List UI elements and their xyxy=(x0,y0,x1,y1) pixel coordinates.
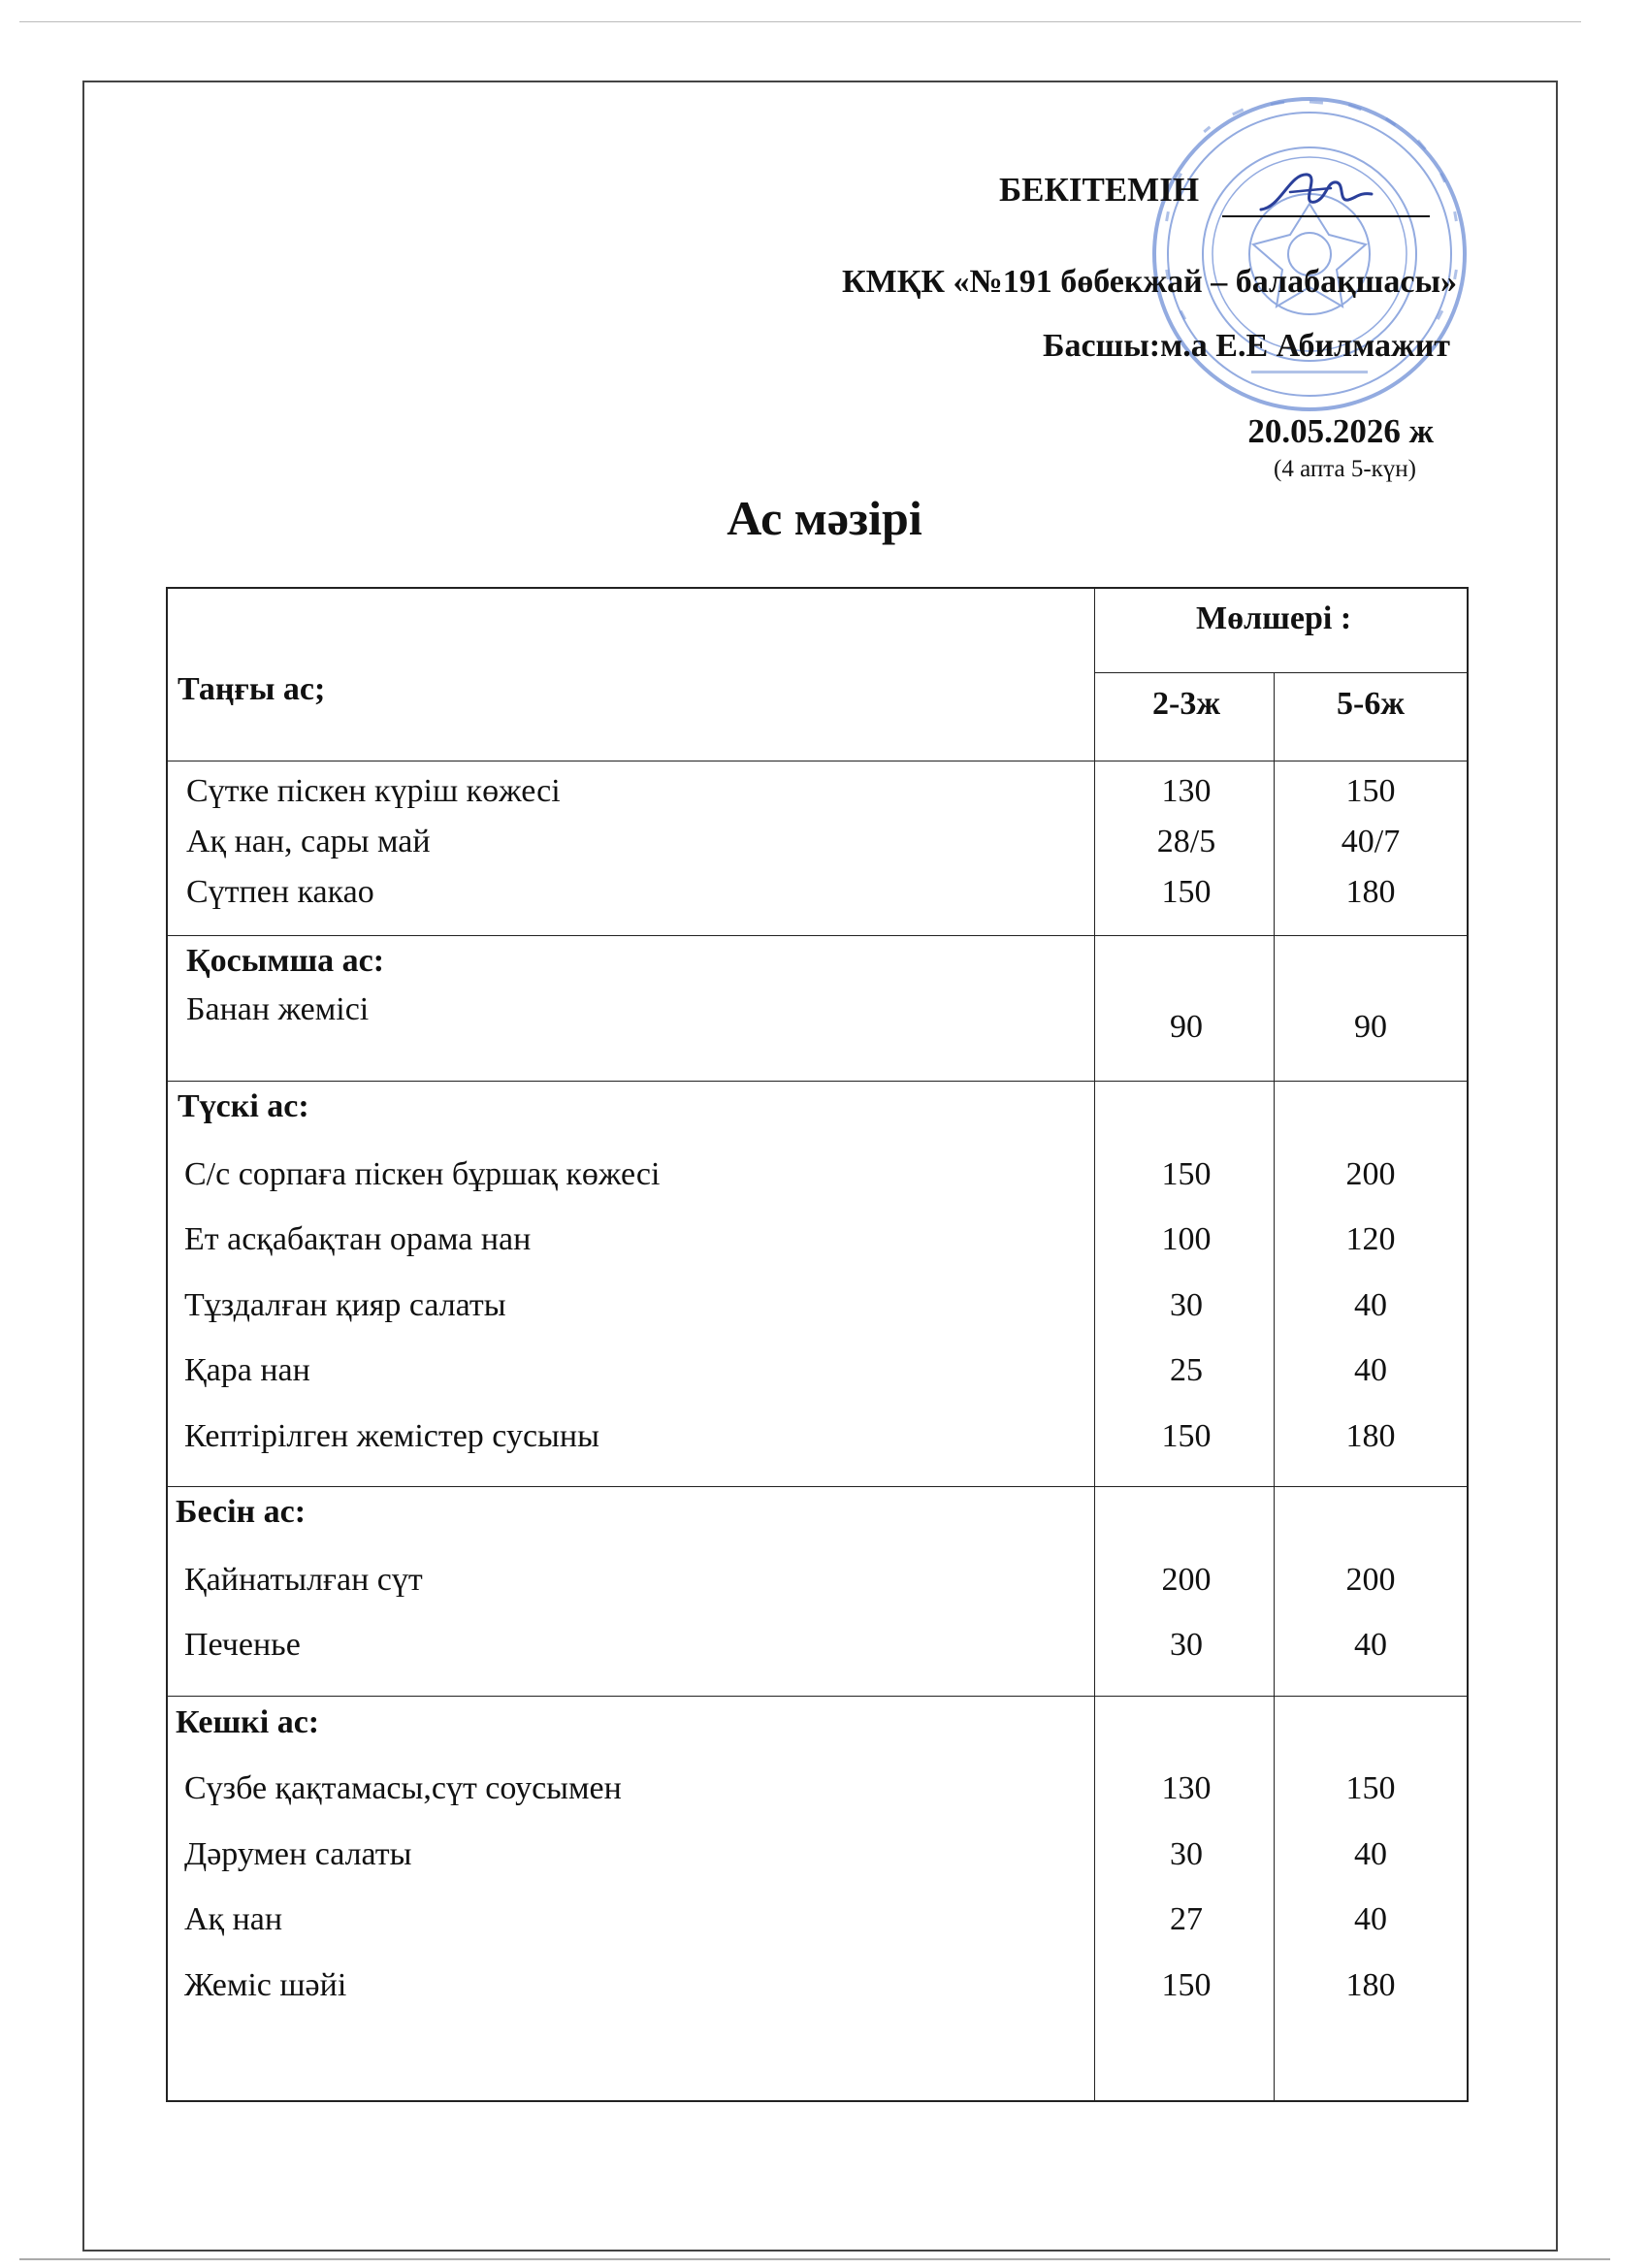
breakfast-heading: Таңғы ас; xyxy=(178,671,326,707)
dinner-item-4-b: 180 xyxy=(1345,1967,1396,2003)
afternoon-item-1: Қайнатылған сүт xyxy=(184,1562,423,1598)
snack-item-1: Банан жемісі xyxy=(186,991,370,1027)
organization-name: КМҚК «№191 бөбекжай – балабақшасы» xyxy=(842,264,1457,300)
column-header-5-6: 5-6ж xyxy=(1337,686,1405,722)
menu-table xyxy=(166,587,1469,2102)
breakfast-item-3-a: 150 xyxy=(1161,874,1212,910)
dinner-item-2-a: 30 xyxy=(1170,1836,1203,1872)
page-title: Ас мәзірі xyxy=(727,491,922,545)
lunch-item-3: Тұздалған қияр салаты xyxy=(184,1287,506,1323)
breakfast-item-1-b: 150 xyxy=(1345,773,1396,809)
breakfast-item-3: Сүтпен какао xyxy=(186,874,374,910)
dinner-item-4: Жеміс шәйі xyxy=(184,1967,347,2003)
stamp-seal xyxy=(1145,89,1474,419)
lunch-item-1: С/с сорпаға піскен бұршақ көжесі xyxy=(184,1156,661,1192)
dinner-item-1-b: 150 xyxy=(1345,1770,1396,1806)
dinner-item-2: Дәрумен салаты xyxy=(184,1836,412,1872)
breakfast-item-2-b: 40/7 xyxy=(1341,824,1401,859)
amount-header: Мөлшері : xyxy=(1196,600,1352,636)
lunch-item-2-a: 100 xyxy=(1161,1221,1212,1257)
lunch-item-5: Кептірілген жемістер сусыны xyxy=(184,1418,599,1454)
menu-date: 20.05.2026 ж xyxy=(1247,412,1434,450)
dinner-item-4-a: 150 xyxy=(1161,1967,1212,2003)
scan-edge-top xyxy=(19,21,1581,22)
lunch-item-1-a: 150 xyxy=(1161,1156,1212,1192)
dinner-item-1-a: 130 xyxy=(1161,1770,1212,1806)
head-name: Басшы:м.а Е.Е Абилмажит xyxy=(1042,328,1450,364)
afternoon-item-2: Печенье xyxy=(184,1627,301,1663)
week-day-note: (4 апта 5-күн) xyxy=(1274,456,1416,482)
lunch-item-1-b: 200 xyxy=(1345,1156,1396,1192)
breakfast-item-2-a: 28/5 xyxy=(1156,824,1216,859)
row-divider xyxy=(168,1696,1469,1697)
snack-item-1-a: 90 xyxy=(1170,1009,1203,1045)
lunch-item-2: Ет асқабақтан орама нан xyxy=(184,1221,532,1257)
snack-heading: Қосымша ас: xyxy=(186,943,385,979)
afternoon-item-2-a: 30 xyxy=(1170,1627,1203,1663)
lunch-item-5-a: 150 xyxy=(1161,1418,1212,1454)
afternoon-heading: Бесін ас: xyxy=(176,1494,307,1530)
lunch-item-4-a: 25 xyxy=(1170,1352,1203,1388)
dinner-item-3-a: 27 xyxy=(1170,1901,1203,1937)
lunch-item-5-b: 180 xyxy=(1345,1418,1396,1454)
lunch-item-4: Қара нан xyxy=(184,1352,310,1388)
row-divider xyxy=(168,1486,1469,1487)
afternoon-item-1-a: 200 xyxy=(1161,1562,1212,1598)
dinner-item-3: Ақ нан xyxy=(184,1901,283,1937)
dinner-item-1: Сүзбе қақтамасы,сүт соусымен xyxy=(184,1770,622,1806)
column-header-2-3: 2-3ж xyxy=(1152,686,1220,722)
approval-label: БЕКІТЕМІН xyxy=(999,171,1200,209)
row-divider xyxy=(1094,672,1469,673)
signature-line xyxy=(1222,215,1430,217)
breakfast-item-3-b: 180 xyxy=(1345,874,1396,910)
dinner-item-3-b: 40 xyxy=(1354,1901,1387,1937)
dinner-item-2-b: 40 xyxy=(1354,1836,1387,1872)
row-divider xyxy=(168,935,1469,936)
afternoon-item-1-b: 200 xyxy=(1345,1562,1396,1598)
dinner-heading: Кешкі ас: xyxy=(176,1704,320,1740)
signature xyxy=(1251,163,1377,221)
snack-item-1-b: 90 xyxy=(1354,1009,1387,1045)
breakfast-item-2: Ақ нан, сары май xyxy=(186,824,431,859)
lunch-item-2-b: 120 xyxy=(1345,1221,1396,1257)
column-divider xyxy=(1274,672,1275,2102)
lunch-item-3-a: 30 xyxy=(1170,1287,1203,1323)
lunch-item-4-b: 40 xyxy=(1354,1352,1387,1388)
breakfast-item-1: Сүтке піскен күріш көжесі xyxy=(186,773,561,809)
column-divider xyxy=(1094,589,1095,2102)
afternoon-item-2-b: 40 xyxy=(1354,1627,1387,1663)
lunch-heading: Түскі ас: xyxy=(178,1088,309,1124)
breakfast-item-1-a: 130 xyxy=(1161,773,1212,809)
row-divider xyxy=(168,1081,1469,1082)
scan-edge-bottom xyxy=(19,2258,1610,2260)
lunch-item-3-b: 40 xyxy=(1354,1287,1387,1323)
